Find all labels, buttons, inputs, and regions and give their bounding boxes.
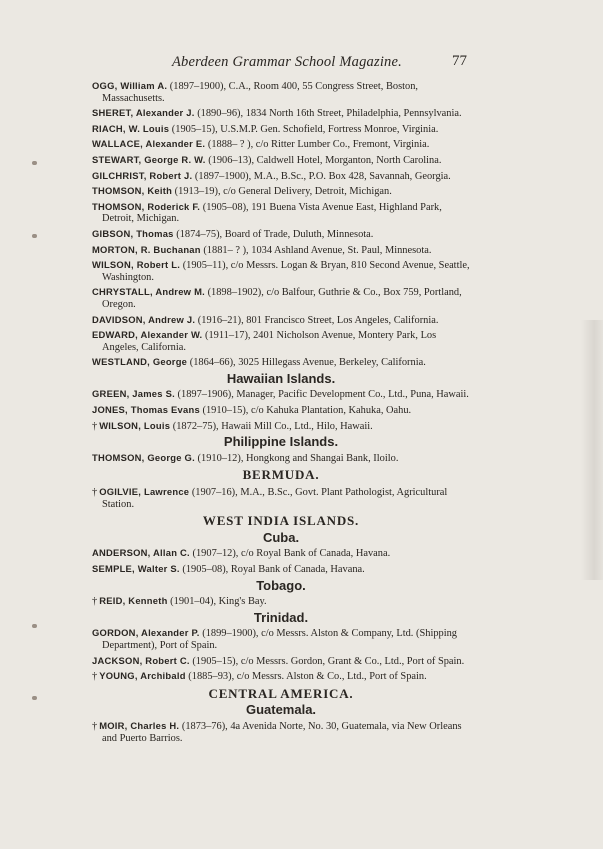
deceased-dagger: † (92, 720, 98, 732)
alumni-details: (1907–12), c/o Royal Bank of Canada, Havana. (189, 548, 391, 560)
deceased-dagger: † (92, 487, 98, 499)
alumni-details: (1901–04), King's Bay. (167, 596, 267, 608)
alumni-details: (1905–15), c/o Messrs. Gordon, Grant & Co., Ltd., Port of Spain. (189, 655, 465, 667)
page-header (90, 54, 470, 74)
region-heading: Hawaiian Islands. (226, 370, 336, 386)
alumni-entry (92, 123, 470, 136)
alumni-entry (92, 107, 470, 120)
margin-mark (32, 696, 37, 700)
margin-mark (32, 161, 37, 165)
alumni-name: OGG, William A. (92, 80, 168, 91)
alumni-name: JACKSON, Robert C. (92, 654, 190, 666)
alumni-entry (92, 185, 470, 198)
alumni-name: MORTON, R. Buchanan (92, 243, 201, 255)
alumni-details: (1907–16), M.A., B.Sc., Govt. Plant Pathologist, Agricultural Station. (102, 487, 448, 510)
directory-content (92, 80, 470, 747)
alumni-details: (1913–19), c/o General Delivery, Detroit, Michigan. (172, 186, 392, 198)
alumni-entry (92, 404, 470, 417)
alumni-details: (1897–1900), M.A., B.Sc., P.O. Box 428, Savannah, Georgia. (192, 170, 451, 182)
alumni-details: (1864–66), 3025 Hillegass Avenue, Berkeley, California. (187, 357, 426, 369)
margin-mark (32, 234, 37, 238)
region-heading: Guatemala. (245, 702, 317, 718)
alumni-details: (1905–15), U.S.M.P. Gen. Schofield, Fortress Monroe, Virginia. (169, 123, 439, 135)
alumni-entry (92, 356, 470, 369)
alumni-name: THOMSON, Roderick F. (92, 200, 201, 212)
alumni-name: ANDERSON, Allan C. (92, 547, 190, 559)
alumni-details: (1897–1906), Manager, Pacific Development Co., Ltd., Puna, Hawaii. (174, 389, 469, 401)
alumni-name: SEMPLE, Walter S. (92, 563, 180, 574)
alumni-entry (92, 655, 470, 668)
alumni-entry (92, 627, 470, 651)
alumni-name: RIACH, W. Louis (92, 122, 170, 134)
alumni-details: (1873–76), 4a Avenida Norte, No. 30, Guatemala, via New Orleans and Puerto Barrios. (102, 720, 462, 744)
country-heading: WEST INDIA ISLANDS. (202, 513, 360, 529)
alumni-details: (1874–75), Board of Trade, Duluth, Minnesota. (173, 228, 374, 240)
country-heading: BERMUDA. (242, 467, 320, 483)
alumni-entry (92, 314, 470, 327)
alumni-name: OGILVIE, Lawrence (99, 486, 190, 498)
alumni-entry (92, 595, 470, 608)
region-heading: Tobago. (256, 577, 306, 593)
alumni-entry (92, 286, 470, 310)
deceased-dagger: † (92, 420, 98, 432)
alumni-details: (1888– ? ), c/o Ritter Lumber Co., Fremont, Virginia. (205, 139, 430, 151)
alumni-details: (1916–21), 801 Francisco Street, Los Angeles, California. (195, 314, 439, 326)
alumni-name: GILCHRIST, Robert J. (92, 169, 193, 181)
alumni-entry (92, 228, 470, 241)
deceased-dagger: † (92, 671, 98, 683)
alumni-details: (1897–1900), C.A., Room 400, 55 Congress Street, Boston, Massachusetts. (102, 81, 419, 104)
region-heading: Trinidad. (253, 609, 309, 625)
alumni-name: SHERET, Alexander J. (92, 107, 195, 119)
alumni-entry (92, 720, 470, 744)
alumni-details: (1890–96), 1834 North 16th Street, Philadelphia, Pennsylvania. (194, 108, 462, 120)
page-number: 77 (452, 53, 467, 69)
alumni-details: (1872–75), Hawaii Mill Co., Ltd., Hilo, Hawaii. (170, 420, 373, 432)
alumni-name: GREEN, James S. (92, 388, 175, 400)
alumni-details: (1905–11), c/o Messrs. Logan & Bryan, 810 Second Avenue, Seattle, Washington. (102, 260, 470, 283)
alumni-details: (1911–17), 2401 Nicholson Avenue, Montery Park, Los Angeles, California. (102, 330, 437, 353)
alumni-name: REID, Kenneth (99, 595, 168, 607)
alumni-details: (1910–15), c/o Kahuka Plantation, Kahuka, Oahu. (199, 405, 412, 417)
alumni-name: WILSON, Louis (99, 419, 171, 431)
alumni-entry (92, 420, 470, 433)
magazine-title: Aberdeen Grammar School Magazine. (172, 54, 402, 70)
alumni-name: GORDON, Alexander P. (92, 627, 200, 639)
alumni-entry (92, 201, 470, 225)
alumni-entry (92, 388, 470, 401)
alumni-entry (92, 138, 470, 151)
alumni-name: WALLACE, Alexander E. (92, 138, 206, 150)
alumni-entry (92, 670, 470, 683)
deceased-dagger: † (92, 596, 98, 608)
page-edge-shadow (581, 320, 603, 580)
alumni-name: STEWART, George R. W. (92, 153, 206, 165)
region-heading: Cuba. (262, 529, 300, 545)
alumni-entry (92, 486, 470, 510)
alumni-name: THOMSON, George G. (92, 451, 195, 463)
alumni-name: GIBSON, Thomas (92, 227, 174, 239)
alumni-entry (92, 259, 470, 283)
alumni-details: (1905–08), Royal Bank of Canada, Havana. (179, 564, 365, 575)
alumni-name: WESTLAND, George (92, 356, 188, 368)
alumni-name: EDWARD, Alexander W. (92, 329, 203, 341)
alumni-details: (1910–12), Hongkong and Shangai Bank, Iloilo. (194, 452, 399, 464)
alumni-details: (1906–13), Caldwell Hotel, Morganton, North Carolina. (205, 154, 442, 166)
alumni-name: YOUNG, Archibald (99, 670, 186, 682)
country-heading: CENTRAL AMERICA. (208, 685, 354, 701)
alumni-name: THOMSON, Keith (92, 185, 173, 197)
alumni-entry (92, 244, 470, 257)
alumni-name: WILSON, Robert L. (92, 259, 181, 271)
alumni-name: MOIR, Charles H. (99, 719, 180, 731)
alumni-details: (1898–1902), c/o Balfour, Guthrie & Co., Box 759, Portland, Oregon. (102, 287, 462, 310)
alumni-entry (92, 154, 470, 167)
alumni-entry (92, 563, 470, 576)
alumni-entry (92, 329, 470, 353)
alumni-entry (92, 452, 470, 465)
alumni-name: CHRYSTALL, Andrew M. (92, 286, 205, 298)
margin-mark (32, 624, 37, 628)
alumni-details: (1881– ? ), 1034 Ashland Avenue, St. Paul, Minnesota. (200, 244, 432, 256)
alumni-details: (1899–1900), c/o Messrs. Alston & Company, Ltd. (Shipping Department), Port of Spain. (102, 628, 457, 651)
alumni-entry (92, 547, 470, 560)
region-heading: Philippine Islands. (223, 434, 339, 450)
alumni-details: (1905–08), 191 Buena Vista Avenue East, Highland Park, Detroit, Michigan. (102, 201, 442, 225)
alumni-entry (92, 170, 470, 183)
alumni-name: DAVIDSON, Andrew J. (92, 313, 196, 325)
alumni-name: JONES, Thomas Evans (92, 404, 200, 416)
alumni-entry (92, 80, 470, 104)
alumni-details: (1885–93), c/o Messrs. Alston & Co., Ltd., Port of Spain. (185, 671, 427, 683)
